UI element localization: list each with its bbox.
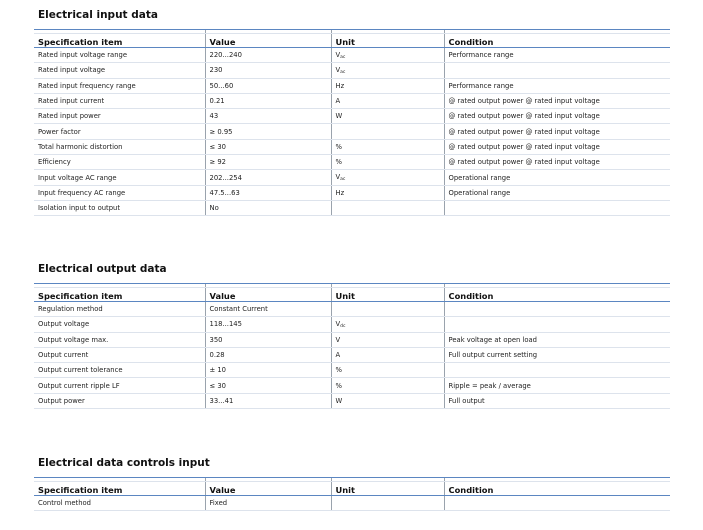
condition-cell: Operational range [444,170,670,185]
table-row [34,93,670,108]
condition-cell [444,200,670,215]
header-unit: Unit [331,288,444,302]
table-row [34,63,670,78]
unit-cell: Hz [331,185,444,200]
controls-spec-table [34,477,670,511]
spec-item-cell: Output voltage [34,317,205,332]
value-cell: ≤ 30 [205,139,331,154]
unit-cell: % [331,363,444,378]
spec-item-cell: Total harmonic distortion [34,139,205,154]
condition-cell: @ rated output power @ rated input voltage [444,124,670,139]
value-cell: ≥ 0.95 [205,124,331,139]
condition-cell [444,317,670,332]
unit-cell: % [331,378,444,393]
unit-text: $V_{dc}$ [335,319,346,329]
condition-cell: @ rated output power @ rated input voltage [444,155,670,170]
unit-cell [331,170,444,185]
unit-cell: V [331,332,444,347]
unit-cell: % [331,139,444,154]
value-cell: 50...60 [205,78,331,93]
value-cell: 0.28 [205,347,331,362]
value-cell: 118...145 [205,317,331,332]
condition-cell: Operational range [444,185,670,200]
condition-cell: Performance range [444,78,670,93]
unit-text: $V_{ac}$ [335,173,346,183]
condition-cell: @ rated output power @ rated input voltage [444,93,670,108]
table-row [34,317,670,332]
condition-cell [444,63,670,78]
table-row [34,200,670,215]
spec-item-cell: Rated input voltage range [34,48,205,63]
unit-cell: W [331,393,444,408]
unit-cell: W [331,109,444,124]
header-item: Specification item [34,482,205,496]
unit-cell [331,124,444,139]
spec-item-cell: Output voltage max. [34,332,205,347]
value-cell: 43 [205,109,331,124]
header-unit: Unit [331,34,444,48]
spec-item-cell: Output current ripple LF [34,378,205,393]
spec-item-cell: Output current tolerance [34,363,205,378]
value-cell: 47.5...63 [205,185,331,200]
unit-cell [331,63,444,78]
spec-item-cell: Efficiency [34,155,205,170]
unit-cell [331,317,444,332]
table-row [34,109,670,124]
condition-cell: @ rated output power @ rated input voltage [444,139,670,154]
header-value: Value [205,482,331,496]
condition-cell: Ripple = peak / average [444,378,670,393]
spec-item-cell: Rated input current [34,93,205,108]
spec-item-cell: Output current [34,347,205,362]
value-cell: 350 [205,332,331,347]
unit-cell [331,302,444,317]
section-title-input: Electrical input data [38,9,158,21]
value-cell: No [205,200,331,215]
condition-cell: Full output current setting [444,347,670,362]
table-row [34,155,670,170]
table-row [34,347,670,362]
table-row [34,48,670,63]
spec-item-cell: Rated input frequency range [34,78,205,93]
value-cell: 0.21 [205,93,331,108]
table-row [34,393,670,408]
value-cell: 33...41 [205,393,331,408]
table-row [34,496,670,511]
value-cell: ± 10 [205,363,331,378]
spec-item-cell: Control method [34,496,205,511]
unit-cell [331,496,444,511]
unit-cell [331,48,444,63]
condition-cell [444,302,670,317]
condition-cell: Full output [444,393,670,408]
header-condition: Condition [444,34,670,48]
header-value: Value [205,34,331,48]
table-row [34,363,670,378]
value-cell: Constant Current [205,302,331,317]
table-row [34,378,670,393]
condition-cell [444,363,670,378]
table-row [34,139,670,154]
value-cell: 230 [205,63,331,78]
table-row [34,185,670,200]
input-spec-table [34,29,670,216]
table-row [34,332,670,347]
header-condition: Condition [444,288,670,302]
table-row [34,170,670,185]
value-cell: Fixed [205,496,331,511]
spec-item-cell: Rated input voltage [34,63,205,78]
condition-cell: Performance range [444,48,670,63]
value-cell: ≥ 92 [205,155,331,170]
output-spec-table [34,283,670,409]
unit-cell: % [331,155,444,170]
unit-cell: A [331,347,444,362]
spec-item-cell: Isolation input to output [34,200,205,215]
spec-item-cell: Output power [34,393,205,408]
header-item: Specification item [34,288,205,302]
value-cell: 202...254 [205,170,331,185]
condition-cell: @ rated output power @ rated input voltage [444,109,670,124]
spec-item-cell: Power factor [34,124,205,139]
condition-cell: Peak voltage at open load [444,332,670,347]
spec-item-cell: Rated input power [34,109,205,124]
value-cell: 220...240 [205,48,331,63]
condition-cell [444,496,670,511]
header-item: Specification item [34,34,205,48]
unit-cell: A [331,93,444,108]
header-value: Value [205,288,331,302]
header-unit: Unit [331,482,444,496]
unit-text: $V_{ac}$ [335,65,346,75]
unit-cell: Hz [331,78,444,93]
section-title-controls: Electrical data controls input [38,457,210,469]
spec-item-cell: Input voltage AC range [34,170,205,185]
header-condition: Condition [444,482,670,496]
table-row [34,124,670,139]
table-row [34,302,670,317]
spec-item-cell: Input frequency AC range [34,185,205,200]
unit-text: $V_{ac}$ [335,50,346,60]
section-title-output: Electrical output data [38,263,167,275]
table-row [34,78,670,93]
unit-cell [331,200,444,215]
spec-item-cell: Regulation method [34,302,205,317]
value-cell: ≤ 30 [205,378,331,393]
